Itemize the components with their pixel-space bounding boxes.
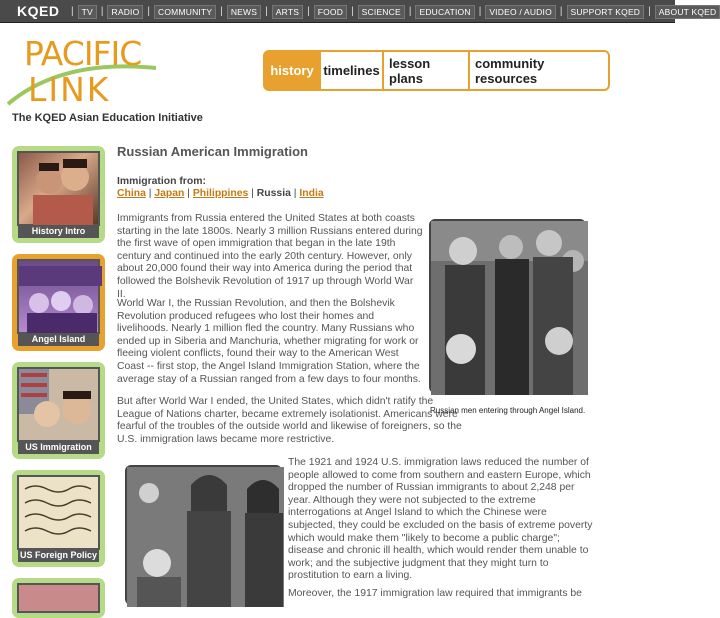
us-immigration-thumbnail [17,367,100,442]
current-russia: Russia [256,188,291,200]
sidenav-history-intro[interactable] [12,146,105,243]
topnav-science[interactable]: SCIENCE [358,5,405,19]
link-china[interactable]: China [117,188,146,200]
topnav-community[interactable]: COMMUNITY [154,5,216,19]
logo-pacific-text: PACIFIC [24,34,142,73]
link-philippines[interactable]: Philippines [192,188,249,200]
sidenav-next-item[interactable] [12,578,105,618]
sidenav-label-angel-island: Angel Island [18,333,99,346]
topnav-about-kqed[interactable]: ABOUT KQED [655,5,720,19]
us-foreign-policy-thumbnail [17,475,100,550]
sidenav-label-history-intro: History Intro [18,225,99,238]
immigration-from-label: Immigration from: [117,175,206,187]
paragraph-5: Moreover, the 1917 immigration law required that immigrants be [288,588,582,599]
sidenav-us-foreign-policy[interactable] [12,470,105,567]
tab-history[interactable]: history [265,52,321,89]
link-india[interactable]: India [299,188,324,200]
logo-subtitle: The KQED Asian Education Initiative [12,112,203,124]
kqed-top-bar [0,0,717,23]
history-intro-thumbnail [17,151,100,226]
topnav-tv[interactable]: TV [78,5,97,19]
logo-link-text: LINK [28,70,111,109]
tab-timelines[interactable]: timelines [321,52,384,89]
paragraph-1: Immigrants from Russia entered the United States at both coasts starting in the late 1800s. Nearly 3 million Russians entered during the first wave of open immigration that began in the late 19th century and continued into the early 20th century. However, only about 20,000 found their way into America during the period that followed the Bolshevik Revolution of 1917 up through World War II. [117,213,423,300]
topnav-news[interactable]: NEWS [227,5,261,19]
topnav-radio[interactable]: RADIO [107,5,143,19]
topnav-video-audio[interactable]: VIDEO / AUDIO [485,5,556,19]
tab-lesson-plans[interactable]: lesson plans [384,52,470,89]
topnav-arts[interactable]: ARTS [272,5,303,19]
russian-men-photo [429,219,586,393]
topnav-support-kqed[interactable]: SUPPORT KQED [567,5,645,19]
angel-island-thumbnail [17,259,100,334]
next-item-thumbnail [17,583,100,613]
paragraph-2: World War I, the Russian Revolution, and then the Bolshevik Revolution produced refugees who lost their homes and livelihoods. Nearly 1 million fled the country. Many Russians who ended up in Siberia and Manchuria, whether migrating for work or fleeing violent conflicts, found their way to the American West Coast -- first stop, the Angel Island Immigration Station, where the average stay of a Russian ranged from a few days to four months. [117,298,421,385]
sidenav-label-us-foreign-policy: US Foreign Policy [19,550,97,560]
kqed-top-nav: | TV | RADIO | COMMUNITY | NEWS | ARTS | FOOD | SCIENCE | EDUCATION | VIDEO / AUDIO | SUPPORT KQED | ABOUT KQED [67,0,720,23]
sidenav-us-immigration[interactable] [12,362,105,459]
sidenav-angel-island[interactable] [12,254,105,351]
page-title: Russian American Immigration [117,144,308,159]
photo-caption: Russian men entering through Angel Island. [430,406,586,415]
sidenav-label-us-immigration: US Immigration [18,441,99,454]
tab-community-resources[interactable]: community resources [475,55,545,86]
topnav-education[interactable]: EDUCATION [415,5,474,19]
topnav-food[interactable]: FOOD [314,5,347,19]
main-content [117,146,662,201]
link-japan[interactable]: Japan [154,188,185,200]
russian-women-photo [125,465,282,605]
paragraph-4: The 1921 and 1924 U.S. immigration laws reduced the number of people allowed to come from southern and eastern Europe, which dropped the number of Russian immigrants to about 2,248 per year. Although they were not subjected to the extreme interrogations at Angel Island to which the Chinese were subjected, they could be excluded on the basis of extreme poverty which would make them "likely to become a public charge"; disease and chronic ill health, which would render them unable to work; and the subjective judgment that they might turn to prostitution to earn a living. [288,457,593,582]
main-nav [263,50,610,91]
pacific-link-logo[interactable] [6,32,206,112]
kqed-logo[interactable]: KQED [17,3,60,19]
country-links: China | Japan | Philippines | Russia | India [117,188,324,200]
paragraph-3: But after World War I ended, the United States, which didn't ratify the League of Nations charter, became extremely isolationist. Americans were fearful of the troubles of the outside world and likewise of foreigners, so the U.S. immigration laws became more restrictive. [117,396,462,445]
